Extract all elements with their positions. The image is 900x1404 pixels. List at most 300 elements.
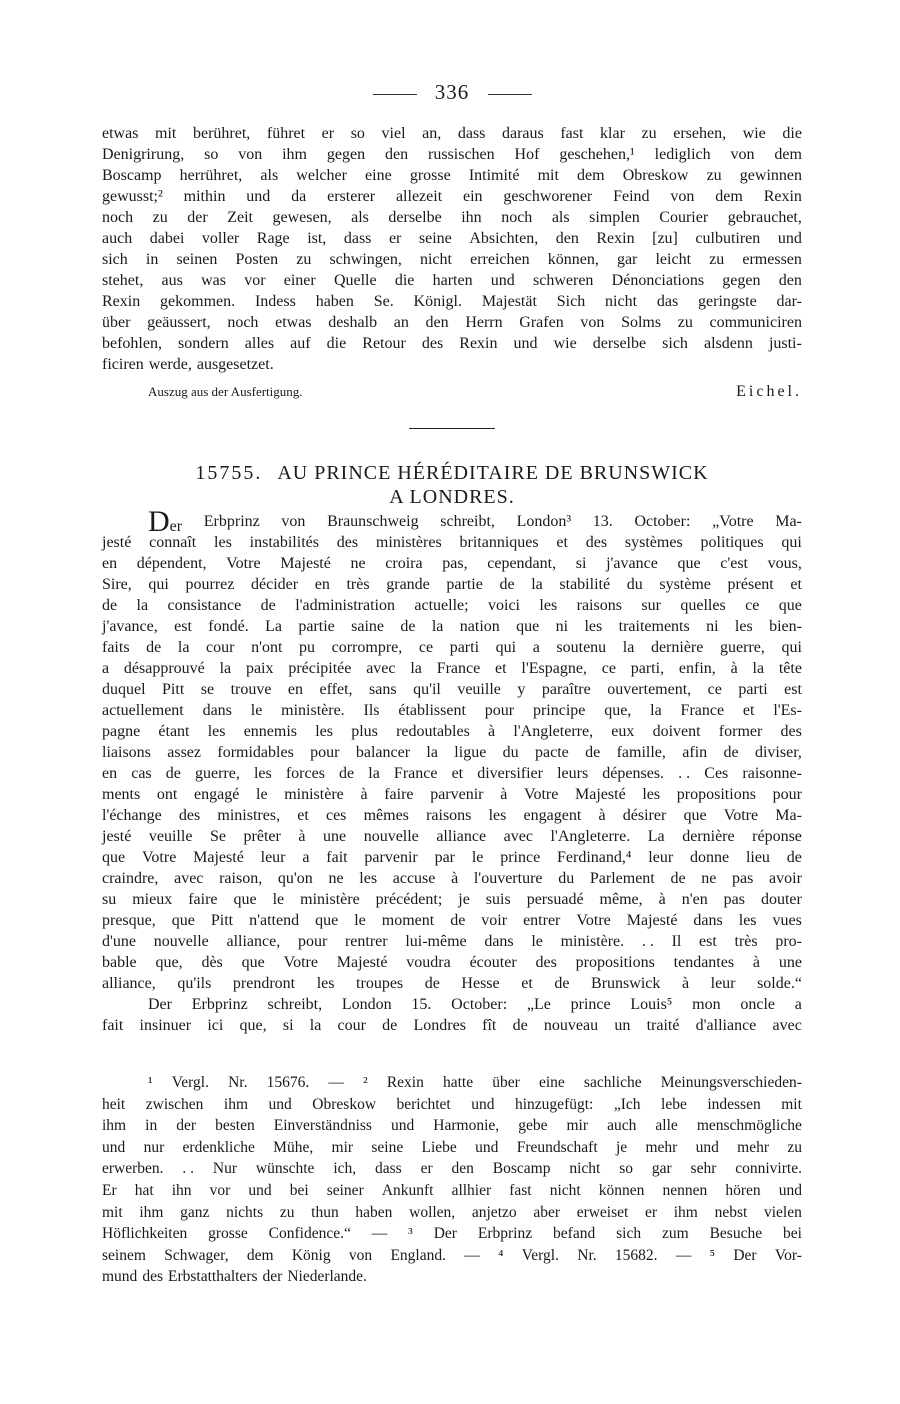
word: aber <box>533 1203 560 1221</box>
word: consistance <box>167 597 242 614</box>
word: sich <box>102 251 128 268</box>
word: dass <box>343 230 372 247</box>
word: von <box>238 146 263 163</box>
word: voller <box>201 230 240 247</box>
word: cour <box>206 639 235 656</box>
word: ¹ <box>148 1074 153 1091</box>
word: hatte <box>443 1074 474 1091</box>
word: faire <box>188 891 218 908</box>
section-divider <box>409 428 495 429</box>
word: Hof <box>514 146 540 163</box>
word: engagent <box>523 807 582 824</box>
word: suis <box>485 891 511 908</box>
word: y <box>517 681 526 698</box>
word: haben <box>315 293 354 310</box>
word: La <box>265 618 282 635</box>
word: et <box>451 765 464 782</box>
word: ministère <box>300 891 360 908</box>
word: qu'ils <box>177 975 212 992</box>
word: solde.“ <box>757 975 802 992</box>
word: ausgesetzet. <box>196 356 274 373</box>
word: auch <box>607 1117 637 1135</box>
text-line <box>102 574 802 595</box>
word: October: <box>634 513 691 530</box>
word: duquel <box>102 681 146 698</box>
word: zu <box>787 1138 802 1156</box>
word: lieu <box>745 849 770 866</box>
word: London³ <box>516 513 572 530</box>
word: les <box>734 618 753 635</box>
word: à <box>298 828 306 845</box>
word: befohlen, <box>102 335 162 352</box>
word: er <box>321 125 335 142</box>
word: zum <box>661 1225 689 1243</box>
word: ce <box>601 660 616 677</box>
word: Erbprinz <box>477 1225 533 1243</box>
word: das <box>656 293 679 310</box>
word: ont <box>156 786 178 803</box>
word: dernière <box>682 828 735 845</box>
word: n'en <box>681 891 708 908</box>
word: welcher <box>296 167 347 184</box>
word: ces <box>325 807 347 824</box>
word: nicht <box>549 1181 581 1199</box>
word: als <box>260 167 279 184</box>
word: alle <box>655 1117 678 1135</box>
word: — <box>371 1225 388 1243</box>
word: à <box>451 870 459 887</box>
word: parti, <box>630 660 665 677</box>
word: er <box>388 230 402 247</box>
word: mit <box>781 1095 802 1113</box>
word: simplen <box>589 209 640 226</box>
word: par <box>434 849 455 866</box>
word: partie <box>298 618 335 635</box>
word: en <box>102 555 118 572</box>
word: noch <box>501 209 533 226</box>
word: établissent <box>398 702 466 719</box>
word: justi- <box>768 335 802 352</box>
word: a <box>794 996 802 1013</box>
word: famille, <box>616 744 666 761</box>
word: pour <box>484 702 515 719</box>
word: leurs <box>557 765 589 782</box>
word: et <box>742 702 755 719</box>
word: schreibt, <box>440 513 495 530</box>
word: avec <box>174 870 204 887</box>
word: so <box>350 125 365 142</box>
word: herrühret, <box>179 167 243 184</box>
first-word-group <box>148 505 183 538</box>
word: alliance <box>436 828 487 845</box>
text-line <box>102 165 802 186</box>
word: de <box>499 576 515 593</box>
word: pour <box>772 786 802 803</box>
word: et <box>297 807 309 824</box>
word: ihm <box>139 1203 164 1221</box>
word: gewesen, <box>272 209 332 226</box>
word: eine <box>365 167 392 184</box>
text-line <box>102 910 802 931</box>
word: croira <box>385 555 423 572</box>
word: gewinnen <box>739 167 802 184</box>
word: corrompre, <box>331 639 403 656</box>
word: trouve <box>230 681 272 698</box>
word: dans <box>693 912 723 929</box>
text-line <box>102 805 802 826</box>
word: befand <box>553 1225 596 1243</box>
word: Majesté <box>280 555 331 572</box>
word: gebrauchet, <box>727 209 802 226</box>
word: ficiren <box>102 356 144 373</box>
word: ni <box>706 618 719 635</box>
word: dès <box>201 954 223 971</box>
word: und <box>490 272 515 289</box>
word: l'ouverture <box>473 870 543 887</box>
word: former <box>718 723 763 740</box>
word: La <box>647 828 665 845</box>
word: mithin <box>183 188 226 205</box>
word: ihn <box>171 1181 192 1199</box>
word: prince <box>570 996 611 1013</box>
word: wollen, <box>409 1203 456 1221</box>
word: de <box>723 744 739 761</box>
word: le <box>354 912 366 929</box>
word: Ankunft <box>381 1181 434 1199</box>
word: und <box>475 1138 499 1156</box>
word: fait <box>326 849 348 866</box>
word: etwas <box>102 125 139 142</box>
word: zu <box>641 125 657 142</box>
word: Pitt <box>210 912 234 929</box>
word: jesté <box>102 828 132 845</box>
word: à <box>730 660 738 677</box>
word: l'Angleterre. <box>550 828 631 845</box>
word: zu <box>296 251 312 268</box>
word: nation <box>459 618 500 635</box>
word: Der <box>433 1225 457 1243</box>
word: réponse <box>752 828 802 845</box>
word: klar <box>600 125 625 142</box>
word: cependant, <box>487 555 557 572</box>
word: und <box>471 1095 495 1113</box>
word: que <box>102 849 126 866</box>
word: „Votre <box>712 513 754 530</box>
word: pas, <box>442 555 468 572</box>
word: nichts <box>226 1203 264 1221</box>
word: France <box>436 660 481 677</box>
word: indessen <box>707 1095 761 1113</box>
word: voir <box>481 912 508 929</box>
word: troupes <box>356 975 404 992</box>
word: lediglich <box>654 146 711 163</box>
word: an <box>393 314 409 331</box>
word: vielen <box>763 1203 802 1221</box>
word: présent <box>727 576 774 593</box>
document-page <box>102 80 802 1288</box>
word: principe <box>532 702 586 719</box>
word: Denigrirung, <box>102 146 185 163</box>
word: ihm <box>673 1203 698 1221</box>
word: König <box>291 1246 331 1264</box>
word: Herrn <box>465 314 503 331</box>
word: de <box>339 765 355 782</box>
text-line <box>102 1137 802 1159</box>
word: heit <box>102 1095 126 1113</box>
text-line <box>102 1015 802 1036</box>
word: qui <box>495 639 517 656</box>
text-line <box>102 312 802 333</box>
word: ministères <box>375 534 442 551</box>
word: de <box>450 912 466 929</box>
letter-title-line1: AU PRINCE HÉRÉDITAIRE DE BRUNSWICK <box>277 462 709 484</box>
text-line <box>102 1072 802 1094</box>
word: se <box>200 681 215 698</box>
word: en <box>287 681 304 698</box>
word: gar <box>616 251 638 268</box>
word: ministère. <box>560 933 625 950</box>
word: geschehen,¹ <box>559 146 635 163</box>
word: parvenir <box>430 786 484 803</box>
text-line <box>102 637 802 658</box>
word: propositions <box>676 786 756 803</box>
word: können, <box>547 251 599 268</box>
text-line <box>102 1180 802 1202</box>
word: instabilités <box>249 534 319 551</box>
word: 13. <box>592 513 613 530</box>
word: eine <box>538 1074 565 1091</box>
word: Solms <box>621 314 662 331</box>
word: ministère. <box>281 702 345 719</box>
word: les <box>316 975 335 992</box>
word: zu <box>706 167 722 184</box>
word: und <box>246 188 271 205</box>
word: seiner <box>326 1181 364 1199</box>
word: stehet, <box>102 272 144 289</box>
word: et <box>495 660 507 677</box>
word: derselbe <box>592 335 647 352</box>
word: Nr. <box>577 1246 597 1264</box>
word: berühret, <box>192 125 251 142</box>
word: nicht <box>569 1160 601 1178</box>
word: la <box>426 744 438 761</box>
word: seine <box>418 230 452 247</box>
word: politiques <box>700 534 764 551</box>
word: a <box>532 639 540 656</box>
word: soutenu <box>556 639 607 656</box>
word: les <box>488 807 507 824</box>
word: Boscamp <box>102 167 162 184</box>
header-dash-right <box>488 94 532 95</box>
word: donne <box>690 849 730 866</box>
word: presque, <box>102 912 156 929</box>
word: afin <box>682 744 708 761</box>
word: qu'il <box>413 681 441 698</box>
word: bei <box>783 1225 802 1243</box>
word: Intimité <box>468 167 520 184</box>
word: mon <box>692 996 721 1013</box>
word: nouveau <box>543 1017 599 1034</box>
word: Erbprinz <box>203 513 260 530</box>
word: des <box>142 1268 163 1286</box>
word: les <box>738 912 757 929</box>
word: ministère <box>284 786 344 803</box>
word: ³ <box>408 1225 413 1243</box>
word: prince <box>500 849 541 866</box>
word: Votre <box>226 555 261 572</box>
word: hören <box>725 1181 761 1199</box>
word: de <box>382 1017 398 1034</box>
word: . . <box>678 765 691 782</box>
word: dass <box>457 125 486 142</box>
word: Louis⁵ <box>630 996 673 1013</box>
word: la <box>368 765 380 782</box>
word: von <box>348 1246 373 1264</box>
word: gebe <box>518 1117 548 1135</box>
word: zwischen <box>145 1095 204 1113</box>
word: à <box>658 891 666 908</box>
word: les <box>253 765 272 782</box>
word: que <box>683 807 707 824</box>
word: que, <box>155 954 183 971</box>
word: ce <box>707 681 722 698</box>
word: Parlement <box>589 870 655 887</box>
word: Der <box>733 1246 757 1264</box>
word: England. <box>390 1246 446 1264</box>
word: dans <box>202 702 232 719</box>
word: connaît <box>149 534 197 551</box>
text-line <box>102 847 802 868</box>
word: ne <box>701 870 717 887</box>
word: von <box>281 513 306 530</box>
word: avoir <box>769 870 802 887</box>
word: erwerben. <box>102 1160 164 1178</box>
word: Erbstatthalters <box>167 1268 258 1286</box>
word: die <box>782 125 802 142</box>
word: geäussert, <box>147 314 211 331</box>
word: schreibt, <box>267 996 323 1013</box>
word: viel <box>381 125 406 142</box>
word: Schwager, <box>164 1246 229 1264</box>
header-dash-left <box>373 94 417 95</box>
word: des <box>780 723 802 740</box>
word: haben <box>355 1203 393 1221</box>
word: alsdenn <box>704 335 753 352</box>
word: den <box>384 146 409 163</box>
word: accuse <box>392 870 436 887</box>
word: Se. <box>373 293 394 310</box>
word: avec <box>772 1017 802 1034</box>
word: même, <box>599 891 643 908</box>
word: der <box>176 1117 197 1135</box>
word: sich <box>662 335 688 352</box>
word: pagne <box>102 723 141 740</box>
word: quelles <box>680 597 726 614</box>
word: ein <box>463 188 483 205</box>
word: des <box>336 534 359 551</box>
word: Londres <box>413 1017 466 1034</box>
word: que <box>233 891 257 908</box>
word: liaisons <box>102 744 151 761</box>
word: connivirte. <box>735 1160 802 1178</box>
word: formidables <box>217 744 294 761</box>
word: erweiset <box>576 1203 629 1221</box>
word: de <box>585 744 601 761</box>
text-line <box>102 931 802 952</box>
text-line <box>102 973 802 994</box>
text-line <box>102 700 802 721</box>
word: Sich <box>556 293 586 310</box>
word: dabei <box>149 230 185 247</box>
word: — <box>464 1246 480 1264</box>
word: bable <box>102 954 137 971</box>
word: vues <box>772 912 802 929</box>
word: dem <box>246 1246 274 1264</box>
word: Ces <box>704 765 729 782</box>
word: nur <box>143 1138 165 1156</box>
word: den <box>778 272 802 289</box>
word: Votre <box>141 849 177 866</box>
word: le <box>272 891 285 908</box>
word: du <box>626 576 643 593</box>
word: ihm <box>282 146 307 163</box>
word: insinuer <box>139 1017 192 1034</box>
word: ist, <box>307 230 327 247</box>
word: ce <box>418 639 434 656</box>
word: er <box>645 1203 658 1221</box>
word: er <box>169 518 183 535</box>
word: auf <box>290 335 311 352</box>
word: als <box>551 209 570 226</box>
word: je <box>615 1138 628 1156</box>
word: systèmes <box>624 534 683 551</box>
word: que <box>241 954 265 971</box>
word: à <box>752 954 761 971</box>
text-line <box>102 1266 802 1288</box>
word: moment <box>381 912 435 929</box>
word: craindre, <box>102 870 159 887</box>
word: können <box>598 1181 645 1199</box>
word: so <box>204 146 219 163</box>
word: su <box>102 891 117 908</box>
word: über <box>102 314 131 331</box>
word: Pitt <box>162 681 185 698</box>
word: hat <box>134 1181 154 1199</box>
word: la <box>531 576 543 593</box>
page-header <box>102 80 802 105</box>
text-line <box>102 826 802 847</box>
word: und <box>268 1095 292 1113</box>
word: France <box>680 702 725 719</box>
word: nicht <box>605 293 638 310</box>
source-note: Auszug aus der Ausfertigung. <box>148 384 303 399</box>
word: en <box>102 765 118 782</box>
word: erreichen <box>470 251 530 268</box>
word: eux <box>611 723 635 740</box>
word: Nur <box>212 1160 238 1178</box>
word: den <box>451 1160 474 1178</box>
word: la <box>136 597 149 614</box>
word: Votre <box>523 786 559 803</box>
word: Braunschweig <box>327 513 419 530</box>
word: den <box>555 230 579 247</box>
word: ich, <box>333 1160 357 1178</box>
footnotes <box>102 1072 802 1288</box>
word: pas <box>723 891 745 908</box>
word: assez <box>167 744 202 761</box>
word: Votre <box>283 954 318 971</box>
word: cas <box>131 765 152 782</box>
